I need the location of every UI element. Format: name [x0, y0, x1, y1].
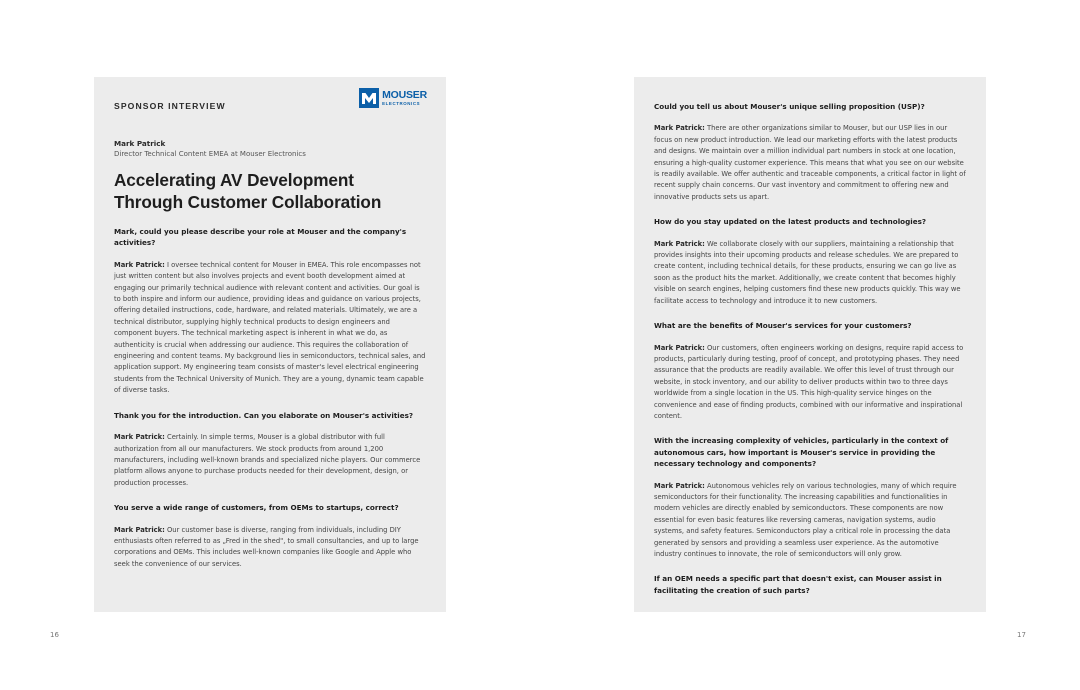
speaker-label: Mark Patrick:	[654, 239, 705, 248]
section-kicker: SPONSOR INTERVIEW	[114, 101, 226, 111]
speaker-label: Mark Patrick:	[114, 525, 165, 534]
speaker-label: Mark Patrick:	[114, 433, 165, 442]
article-headline: Accelerating AV Development Through Customer Collaboration	[114, 170, 382, 212]
speaker-label: Mark Patrick:	[114, 260, 165, 269]
interview-question: How do you stay updated on the latest products and technologies?	[654, 217, 927, 227]
author-name: Mark Patrick	[114, 139, 166, 148]
interview-question: What are the benefits of Mouser's services for your customers?	[654, 321, 912, 331]
interview-answer	[654, 239, 966, 307]
interview-answer	[654, 343, 966, 423]
speaker-label: Mark Patrick:	[654, 343, 705, 352]
interview-answer	[654, 481, 966, 561]
interview-question: With the increasing complexity of vehicles, particularly in the context of autonomous cars, how important is Mouser's service in providing the necessary technology and components?	[654, 436, 949, 469]
mouser-logo-icon	[359, 88, 379, 108]
mouser-logo	[359, 88, 427, 108]
answer-text: There are other organizations similar to Mouser, but our USP lies in our focus on new product introduction. We lead our marketing efforts with the latest products and designs. We maintain over a million individual part numbers in stock at one location, ensuring a high-quality customer experience. This means that what you see on our website is readily available. We offer authentic and traceable components, a critical factor in light of recent supply chain concerns. Our vast inventory and commitment to offering new and innovative products sets us apart.	[654, 124, 966, 201]
interview-question: You serve a wide range of customers, from OEMs to startups, correct?	[114, 503, 399, 513]
interview-answer	[114, 525, 426, 571]
answer-text: Autonomous vehicles rely on various technologies, many of which require semiconductors for their functionality. The increasing capabilities and functionalities in modern vehicles are directly enabled by semiconductors. These components are now essential for even basic features like reversing cameras, navigation systems, audio systems, and safety features. Semiconductors play a critical role in processing the data generated by sensors and providing a seamless user experience. As the automotive industry continues to innovate, the role of semiconductors will only grow.	[654, 481, 957, 558]
speaker-label: Mark Patrick:	[654, 124, 705, 133]
author-role: Director Technical Content EMEA at Mouser Electronics	[114, 150, 306, 158]
logo-wordmark: MOUSER	[382, 89, 427, 102]
interview-answer	[114, 432, 426, 489]
interview-question: Mark, could you please describe your role at Mouser and the company's activities?	[114, 227, 407, 248]
interview-answer	[114, 260, 426, 397]
speaker-label: Mark Patrick:	[654, 481, 705, 490]
interview-question: Could you tell us about Mouser's unique selling proposition (USP)?	[654, 102, 925, 111]
right-page	[634, 77, 986, 612]
page-number-left: 16	[50, 631, 59, 639]
page-number-right: 17	[1017, 631, 1026, 639]
logo-subtext: ELECTRONICS	[382, 100, 421, 106]
interview-answer	[654, 123, 966, 203]
answer-text: I oversee technical content for Mouser in EMEA. This role encompasses not just written content but also involves projects and event booth development aimed at engaging our primarily technical audience with relevant content and activities. Our goal is to both inspire and inform our audience, providing ideas and guidance on various projects, offering detailed instructions, code, hardware, and related materials. Ultimately, we are a technical distributor, supplying highly technical products to design engineers and component buyers. The technical marketing aspect is inherent in what we do, as authenticity is crucial when addressing our audience. This requires the collaboration of engineering and content teams. My background lies in semiconductors, technical sales, and application support. My engineering team consists of master's level electrical engineering students from the Technical University of Munich. They are a young, dynamic team capable of diverse tasks.	[114, 260, 426, 395]
answer-text: Certainly. In simple terms, Mouser is a global distributor with full authorization from all our manufacturers. We stock products from around 1,200 manufacturers, including well-known brands and specialized niche players. Our commerce platform allows anyone to purchase products needed for their development, design, or production processes.	[114, 433, 421, 487]
left-page	[94, 77, 446, 612]
answer-text: Our customer base is diverse, ranging from individuals, including DIY enthusiasts often referred to as „Fred in the shed", to small consultancies, and up to large corporations and OEMs. This includes well-known companies like Google and Apple who seek the convenience of our services.	[114, 525, 419, 568]
answer-text: We collaborate closely with our suppliers, maintaining a relationship that provides insights into their upcoming products and release schedules. We are prepared to create content, including technical details, for these products, ensuring we can go live as soon as the product hits the market. Additionally, we create content that becomes highly visible on search engines, helping customers find these new products quickly. This way we facilitate access to technology and introduce it to new customers.	[654, 239, 961, 305]
interview-question: Thank you for the introduction. Can you elaborate on Mouser's activities?	[114, 410, 414, 420]
answer-text: Our customers, often engineers working on designs, require rapid access to products, particularly during testing, proof of concept, and prototyping phases. They need assurance that the products are readily available. We offer this level of trust through our website, in stock inventory, and our ability to deliver products within two to three days worldwide from a single location in the US. This high-quality service hinges on the convenience and ease of finding products, combined with our informative and inspirational content.	[654, 343, 964, 420]
interview-question: If an OEM needs a specific part that doesn't exist, can Mouser assist in facilitating the creation of such parts?	[654, 574, 942, 595]
